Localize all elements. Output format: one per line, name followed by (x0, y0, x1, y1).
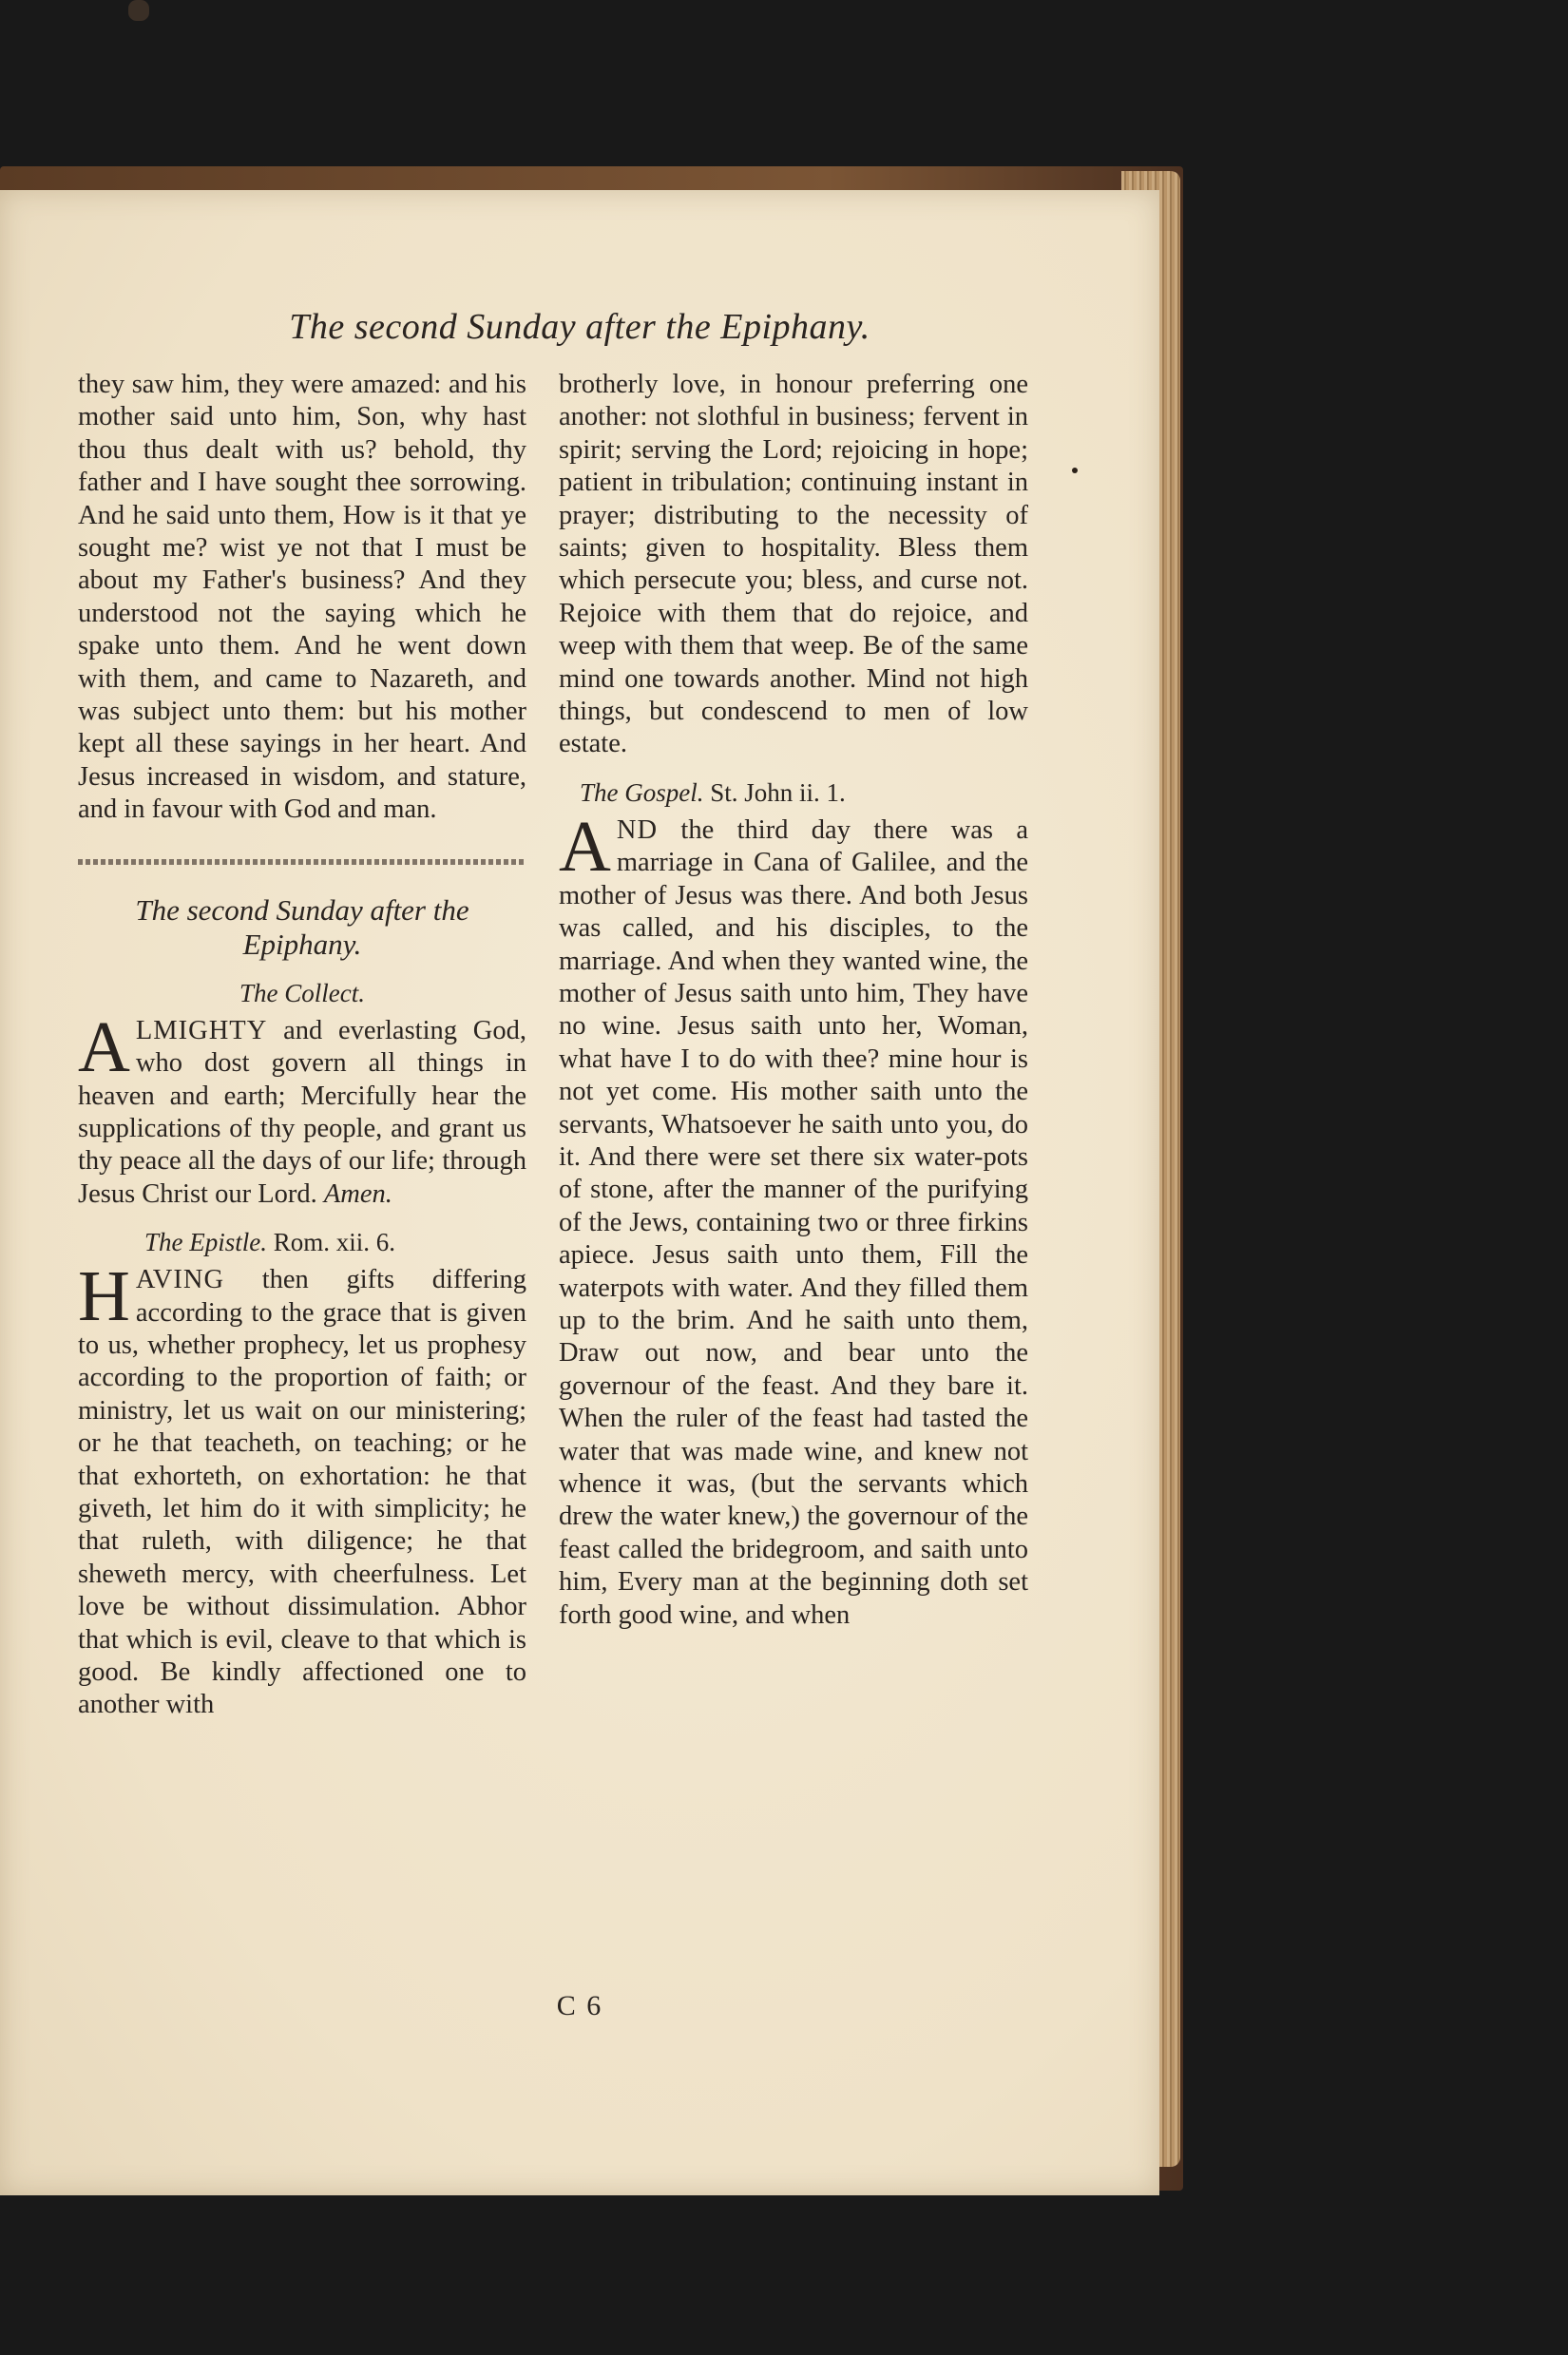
epistle-continuation: brotherly love, in honour preferring one another: not slothful in business; fervent in spirit; serving the Lord; rejoicing in hope; patient in tribulation; continuing instant in prayer; distributing to the necessity of saints; given to hospitality. Bless them which persecute you; bless, and curse not. Rejoice with them that do rejoice, and weep with them that weep. Be of the same mind one towards another. Mind not high things, but condescend to men of low estate. (559, 370, 1028, 759)
right-column (559, 369, 1028, 1632)
collect-heading-label: The Collect. (239, 978, 365, 1007)
collect-paragraph (78, 1006, 526, 1211)
left-column (78, 369, 526, 1722)
collect-heading (78, 977, 526, 1009)
epistle-paragraph (78, 1256, 526, 1722)
collect-text: and everlasting God, who dost govern all things in heaven and earth; Mercifully hear the supplications of thy people, and grant us thy peace all the days of our life; through Jesus Christ our Lord. (78, 1015, 526, 1209)
epistle-heading (78, 1226, 526, 1258)
collect-dropcap: A (78, 1006, 130, 1087)
gospel-lead: ND (616, 814, 659, 845)
gospel-heading-label: The Gospel. (580, 777, 704, 807)
gospel-reference: St. John ii. 1. (710, 777, 846, 807)
collect-amen: Amen. (323, 1178, 392, 1209)
ink-speck (1072, 468, 1078, 473)
signature-mark: C 6 (556, 1990, 603, 2021)
epistle-text: then gifts differing according to the grace that is given to us, whether prophecy, let us prophesy according to the proportion of faith; or ministry, let us wait on our ministering; or he that teacheth, on teaching; or he that exhorteth, on exhortation: he that giveth, let him do it with simplicity; he that ruleth, with diligence; he that sheweth mercy, with cheerfulness. Let love be without dissimulation. Abhor that which is evil, cleave to that which is good. Be kindly affectioned one to another with (78, 1265, 526, 1720)
running-head: The second Sunday after the Epiphany. (289, 307, 870, 347)
epistle-heading-label: The Epistle. (144, 1228, 267, 1257)
gospel-continuation: they saw him, they were amazed: and his mother said unto him, Son, why hast thou thus dealt with us? behold, thy father and I have sought thee sorrowing. And he said unto them, How is it that ye sought me? wist ye not that I must be about my Father's business? And they understood not the saying which he spake unto them. And he went down with them, and came to Nazareth, and was subject unto them: but his mother kept all these sayings in her heart. And Jesus increased in wisdom, and stature, and in favour with God and man. (78, 370, 526, 825)
dust-speck (128, 0, 149, 21)
epistle-dropcap: H (78, 1256, 130, 1337)
gospel-text: the third day there was a marriage in Cana of Galilee, and the mother of Jesus was there. And both Jesus was called, and his disciples, to the marriage. And when they wanted wine, the mother of Jesus saith unto him, They have no wine. Jesus saith unto her, Woman, what have I to do with thee? mine hour is not yet come. His mother saith unto the servants, Whatsoever he saith unto you, do it. And there were set there six water-pots of stone, after the manner of the purifying of the Jews, containing two or three firkins apiece. Jesus saith unto them, Fill the waterpots with water. And they filled them up to the brim. And he saith unto them, Draw out now, and bear unto the governour of the feast. And they bare it. When the ruler of the feast had tasted the water that was made wine, and knew not whence it was, (but the servants which drew the water knew,) the governour of the feast called the bridegroom, and saith unto him, Every man at the beginning doth set forth good wine, and when (559, 814, 1028, 1630)
section-divider (78, 859, 526, 865)
epistle-reference: Rom. xii. 6. (273, 1228, 396, 1257)
gospel-paragraph (559, 806, 1028, 1632)
collect-lead: LMIGHTY (135, 1015, 268, 1045)
gospel-heading (559, 776, 1028, 809)
gospel-dropcap: A (559, 806, 611, 887)
section-title: The second Sunday after the Epiphany. (135, 892, 469, 961)
epistle-lead: AVING (135, 1265, 225, 1295)
